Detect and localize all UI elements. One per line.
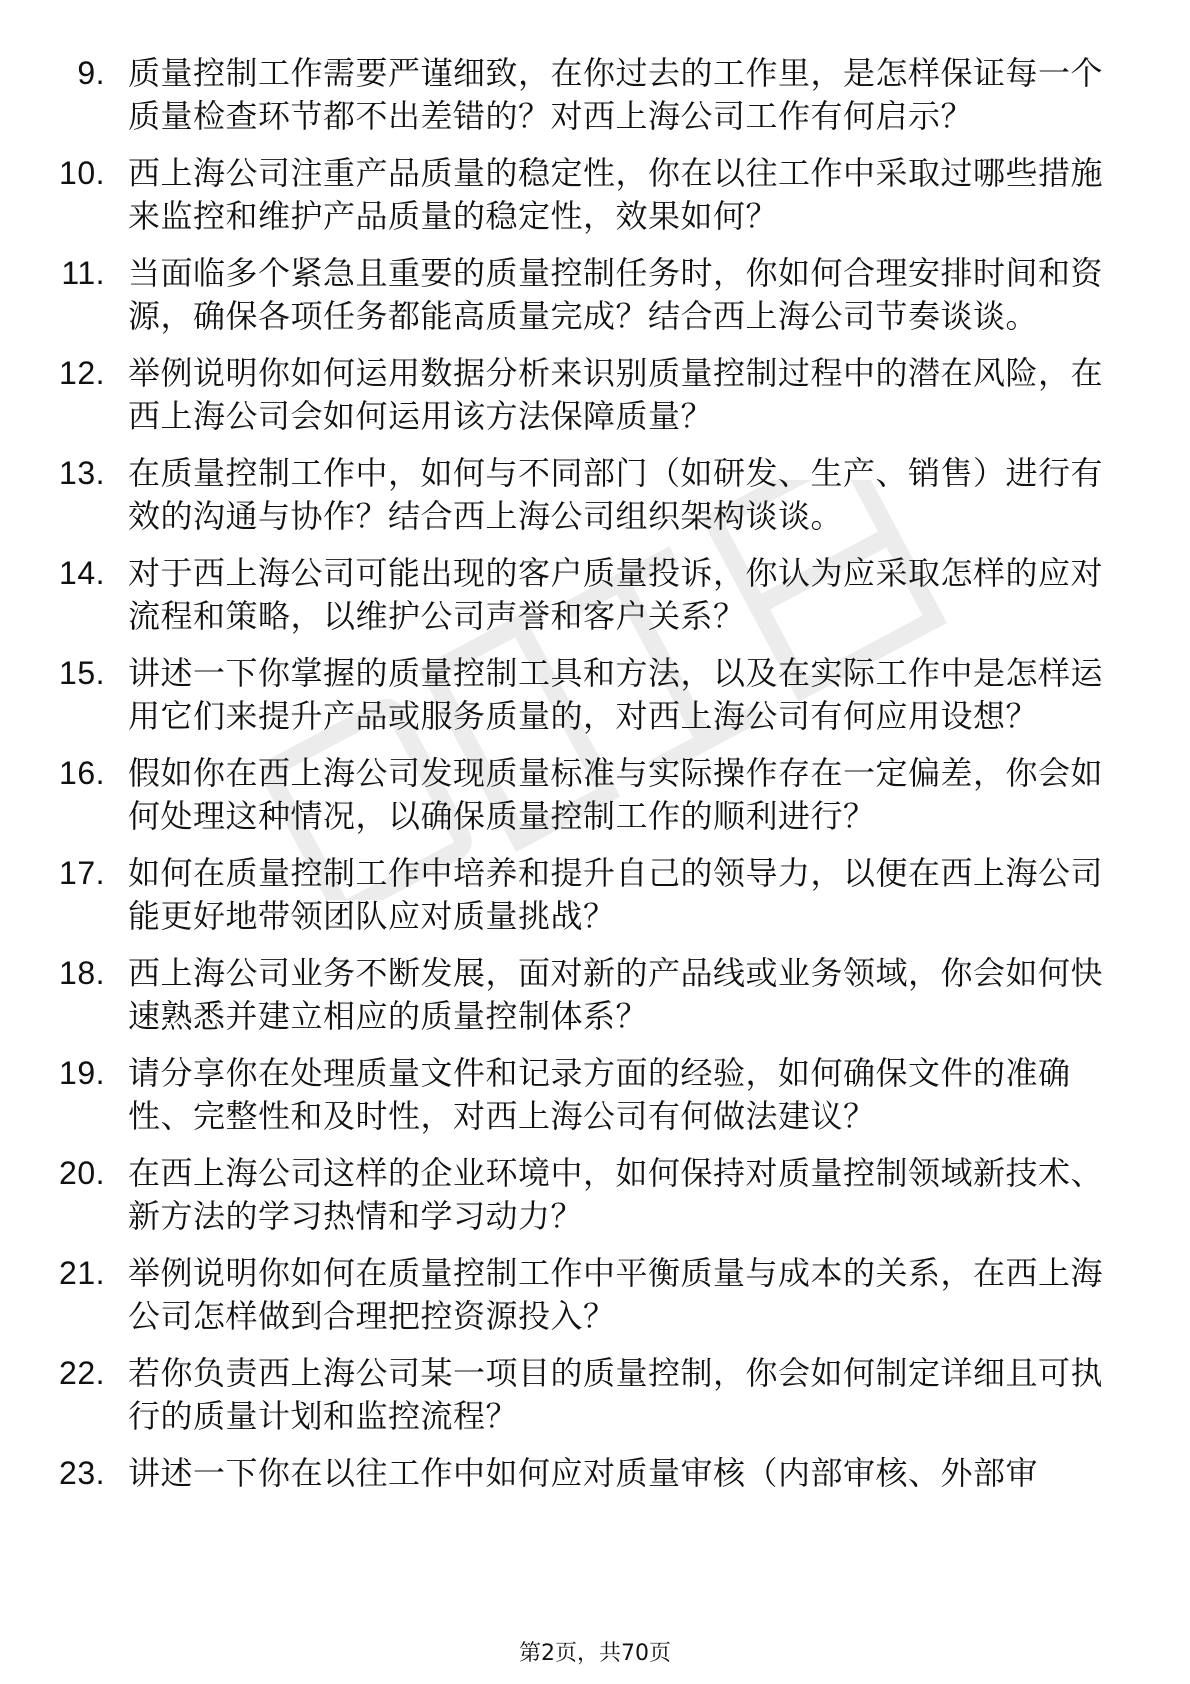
question-text: 讲述一下你在以往工作中如何应对质量审核（内部审核、外部审 — [128, 1454, 1039, 1492]
question-item — [0, 752, 1190, 838]
question-item — [0, 252, 1190, 338]
question-number: 9. — [77, 55, 105, 91]
question-number: 11. — [61, 255, 105, 291]
question-number: 14. — [59, 555, 105, 591]
question-number: 17. — [59, 855, 105, 891]
question-item — [0, 1452, 1190, 1495]
page-number: 第2页，共70页 — [519, 1641, 671, 1666]
question-text: 如何在质量控制工作中培养和提升自己的领导力，以便在西上海公司能更好地带领团队应对质量挑战？ — [128, 854, 1104, 935]
question-text: 西上海公司业务不断发展，面对新的产品线或业务领域，你会如何快速熟悉并建立相应的质量控制体系？ — [128, 954, 1104, 1035]
question-text: 举例说明你如何运用数据分析来识别质量控制过程中的潜在风险，在西上海公司会如何运用该方法保障质量？ — [128, 354, 1104, 435]
question-number: 16. — [59, 755, 105, 791]
question-item — [0, 1252, 1190, 1338]
question-text: 若你负责西上海公司某一项目的质量控制，你会如何制定详细且可执行的质量计划和监控流程？ — [128, 1354, 1104, 1435]
question-number: 23. — [59, 1455, 105, 1491]
question-item — [0, 652, 1190, 738]
question-text: 西上海公司注重产品质量的稳定性，你在以往工作中采取过哪些措施来监控和维护产品质量的稳定性，效果如何？ — [128, 154, 1104, 235]
question-item — [0, 1152, 1190, 1238]
question-text: 举例说明你如何在质量控制工作中平衡质量与成本的关系，在西上海公司怎样做到合理把控资源投入？ — [128, 1254, 1104, 1335]
question-item — [0, 52, 1190, 138]
question-number: 13. — [59, 455, 105, 491]
question-item — [0, 1052, 1190, 1138]
question-number: 19. — [59, 1055, 105, 1091]
question-text: 对于西上海公司可能出现的客户质量投诉，你认为应采取怎样的应对流程和策略，以维护公司声誉和客户关系？ — [128, 554, 1104, 635]
question-number: 18. — [59, 955, 105, 991]
question-item — [0, 552, 1190, 638]
question-number: 21. — [59, 1255, 105, 1291]
question-item — [0, 1352, 1190, 1438]
question-item — [0, 952, 1190, 1038]
question-number: 10. — [59, 155, 105, 191]
question-text: 讲述一下你掌握的质量控制工具和方法，以及在实际工作中是怎样运用它们来提升产品或服务质量的，对西上海公司有何应用设想？ — [128, 654, 1104, 735]
question-item — [0, 152, 1190, 238]
question-item — [0, 852, 1190, 938]
question-text: 在西上海公司这样的企业环境中，如何保持对质量控制领域新技术、新方法的学习热情和学习动力？ — [128, 1154, 1104, 1235]
question-number: 22. — [59, 1355, 105, 1391]
question-number: 15. — [59, 655, 105, 691]
question-item — [0, 352, 1190, 438]
question-text: 请分享你在处理质量文件和记录方面的经验，如何确保文件的准确性、完整性和及时性，对西上海公司有何做法建议？ — [128, 1054, 1071, 1135]
question-number: 12. — [59, 355, 105, 391]
question-list — [0, 52, 1190, 1509]
question-text: 质量控制工作需要严谨细致，在你过去的工作里，是怎样保证每一个质量检查环节都不出差错的？对西上海公司工作有何启示？ — [128, 54, 1104, 135]
question-item — [0, 452, 1190, 538]
question-text: 假如你在西上海公司发现质量标准与实际操作存在一定偏差，你会如何处理这种情况，以确保质量控制工作的顺利进行？ — [128, 754, 1104, 835]
question-number: 20. — [59, 1155, 105, 1191]
question-text: 在质量控制工作中，如何与不同部门（如研发、生产、销售）进行有效的沟通与协作？结合西上海公司组织架构谈谈。 — [128, 454, 1104, 535]
question-text: 当面临多个紧急且重要的质量控制任务时，你如何合理安排时间和资源，确保各项任务都能高质量完成？结合西上海公司节奏谈谈。 — [128, 254, 1104, 335]
